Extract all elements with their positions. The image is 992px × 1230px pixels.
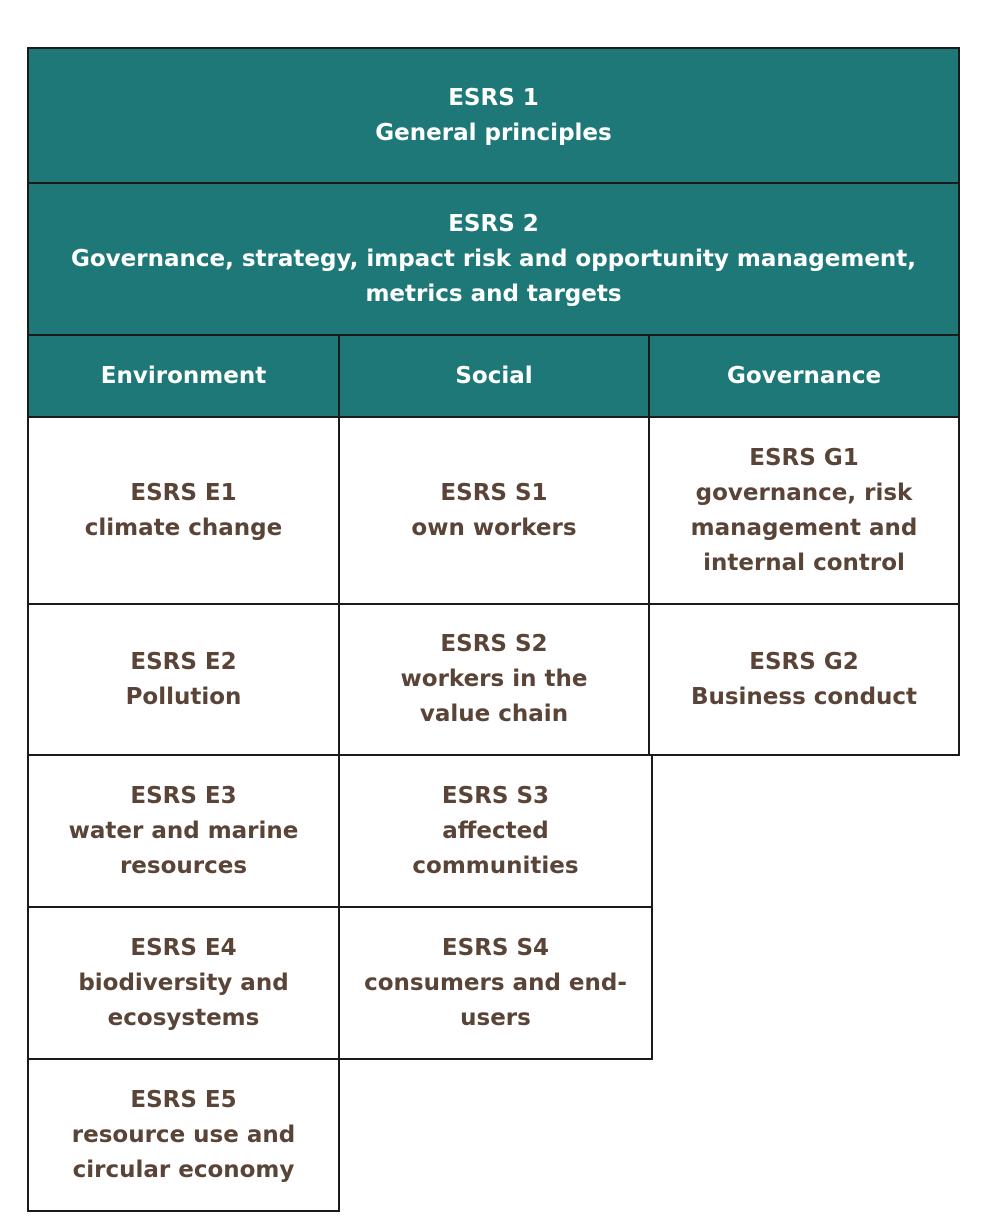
esrs-e3-line2: resources <box>119 852 248 879</box>
esrs-s1-code: ESRS S1 <box>440 479 548 506</box>
esrs-s1-cell <box>338 416 650 605</box>
column-header-social-label: Social <box>455 362 533 389</box>
esrs-s3-cell <box>338 754 653 908</box>
esrs-e4-code: ESRS E4 <box>130 934 237 961</box>
esrs1-code: ESRS 1 <box>448 84 539 111</box>
esrs-g1-line2: management and <box>690 514 918 541</box>
esrs-g2-cell <box>648 603 960 756</box>
esrs-e3-cell <box>27 754 340 908</box>
esrs-e4-line2: ecosystems <box>107 1004 260 1031</box>
esrs-e2-code: ESRS E2 <box>130 648 237 675</box>
esrs-g1-code: ESRS G1 <box>749 444 859 471</box>
column-header-governance <box>648 334 960 418</box>
esrs2-title-line2: metrics and targets <box>365 280 622 307</box>
esrs-s1-line1: own workers <box>411 514 577 541</box>
esrs-e4-cell <box>27 906 340 1060</box>
esrs-s2-line1: workers in the <box>400 666 588 692</box>
esrs-s3-line1: affected <box>442 817 549 844</box>
esrs-e4-line1: biodiversity and <box>78 969 289 996</box>
esrs1-title: General principles <box>375 119 612 146</box>
column-header-social <box>338 334 650 418</box>
esrs-g1-line1: governance, risk <box>695 479 913 506</box>
esrs-e5-cell <box>27 1058 340 1212</box>
esrs-s2-cell <box>338 603 650 756</box>
esrs-e3-code: ESRS E3 <box>130 782 237 809</box>
esrs-e1-code: ESRS E1 <box>130 479 237 506</box>
esrs1-header <box>27 47 960 184</box>
column-header-environment-label: Environment <box>100 362 267 389</box>
esrs-e2-cell <box>27 603 340 756</box>
esrs2-title-line1: Governance, strategy, impact risk and opportunity management, <box>70 245 917 272</box>
esrs-s4-line2: users <box>460 1004 531 1031</box>
esrs-s3-line2: communities <box>412 852 579 879</box>
esrs2-header <box>27 182 960 336</box>
esrs-s3-code: ESRS S3 <box>441 782 550 809</box>
esrs-e5-code: ESRS E5 <box>130 1086 237 1113</box>
esrs-g1-cell <box>648 416 960 605</box>
esrs-e3-line1: water and marine <box>68 817 299 844</box>
column-header-governance-label: Governance <box>726 362 882 389</box>
column-header-environment <box>27 334 340 418</box>
esrs-e2-line1: Pollution <box>125 683 242 710</box>
esrs-e5-line1: resource use and <box>71 1121 296 1148</box>
esrs2-code: ESRS 2 <box>448 210 539 237</box>
esrs-e1-line1: climate change <box>84 514 283 541</box>
esrs-e1-cell <box>27 416 340 605</box>
esrs-g1-line3: internal control <box>703 549 905 576</box>
esrs-e5-line2: circular economy <box>72 1156 295 1183</box>
esrs-s2-code: ESRS S2 <box>440 631 548 657</box>
esrs-s2-line2: value chain <box>419 701 569 727</box>
esrs-s4-code: ESRS S4 <box>441 934 550 961</box>
esrs-g2-line1: Business conduct <box>690 683 918 710</box>
esrs-g2-code: ESRS G2 <box>749 648 859 675</box>
esrs-s4-cell <box>338 906 653 1060</box>
esrs-s4-line1: consumers and end- <box>364 969 627 996</box>
